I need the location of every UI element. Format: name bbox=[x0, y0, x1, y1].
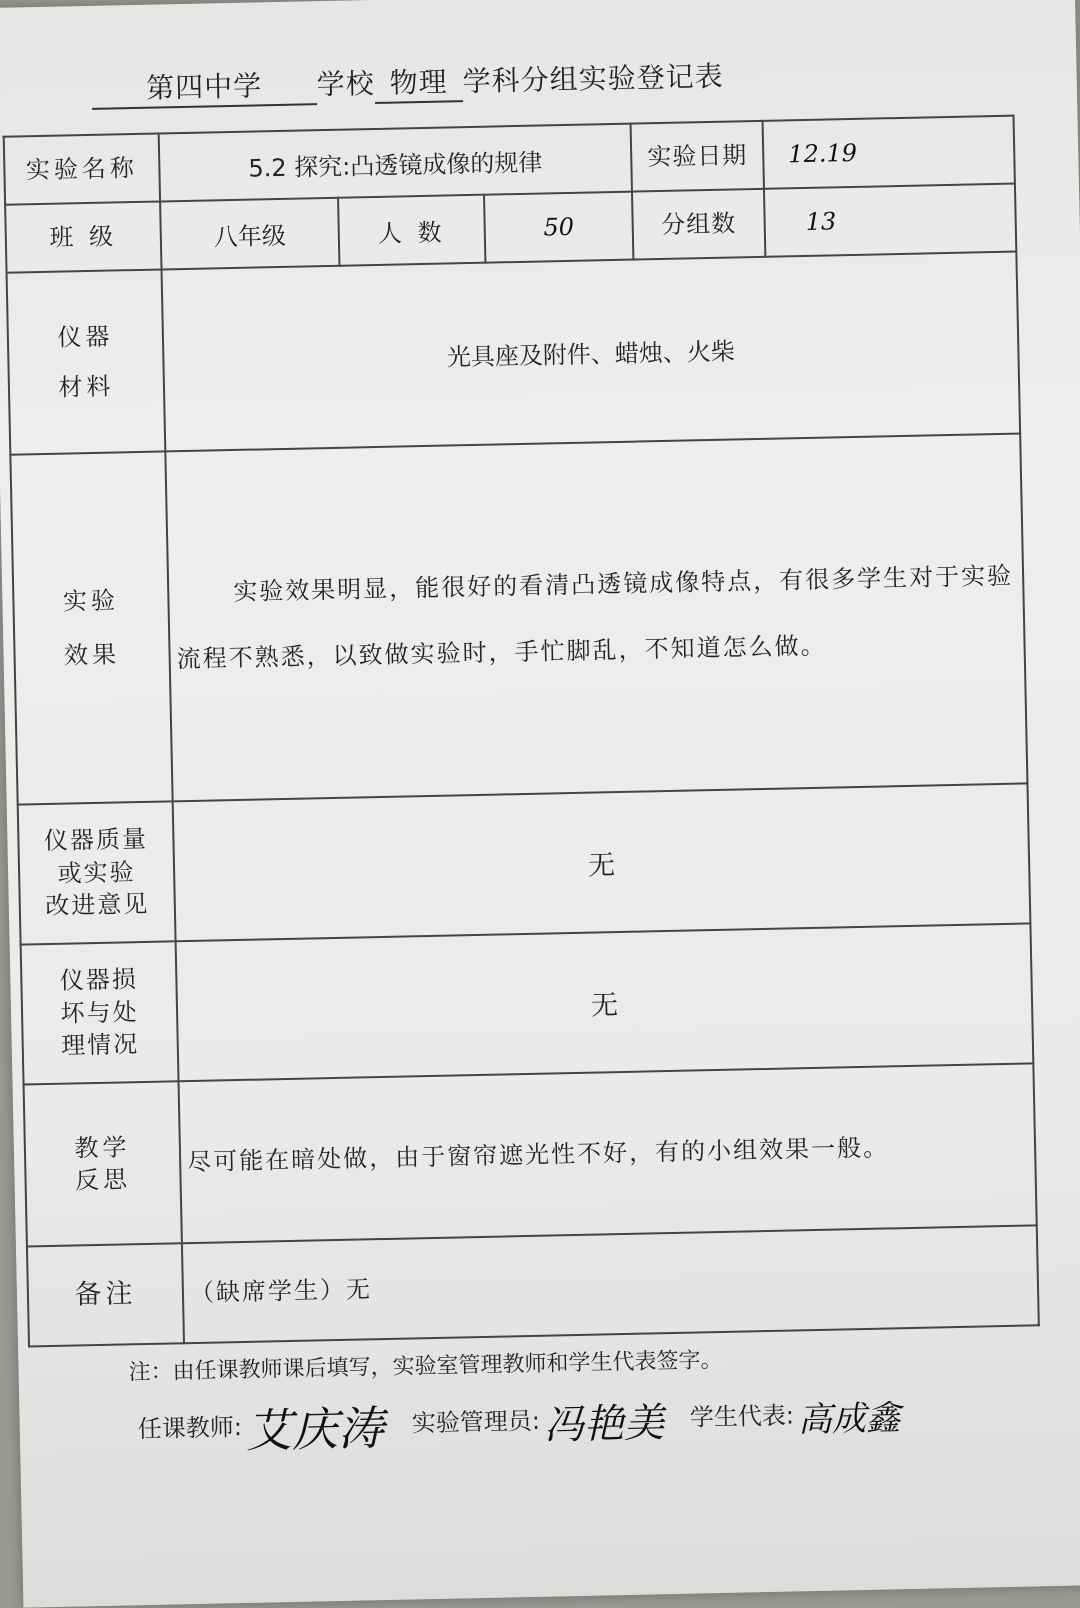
row-effect bbox=[10, 434, 1027, 805]
effect-label: 实验 效果 bbox=[10, 451, 172, 804]
admin-signature: 冯艳美 bbox=[543, 1399, 665, 1449]
row-quality bbox=[18, 783, 1031, 944]
row-reflection bbox=[24, 1063, 1037, 1246]
admin-label: 实验管理员: bbox=[411, 1406, 541, 1438]
quality-value: 无 bbox=[173, 783, 1031, 941]
row-damage bbox=[21, 923, 1034, 1084]
damage-label: 仪器损 坏与处 理情况 bbox=[21, 941, 179, 1084]
experiment-name-value: 5.2 探究:凸透镜成像的规律 bbox=[159, 124, 632, 202]
school-suffix: 学校 bbox=[316, 66, 376, 102]
experiment-date-value: 12.19 bbox=[763, 116, 1015, 189]
row-equipment bbox=[7, 252, 1021, 455]
experiment-table bbox=[3, 115, 1040, 1348]
reflection-label: 教学 反思 bbox=[24, 1081, 182, 1246]
remarks-label: 备注 bbox=[27, 1243, 184, 1346]
footer-note: 注：由任课教师课后填写，实验室管理教师和学生代表签字。 bbox=[128, 1347, 723, 1386]
signature-line bbox=[137, 1381, 900, 1463]
student-signature: 高成鑫 bbox=[797, 1397, 901, 1440]
remarks-value: （缺席学生）无 bbox=[182, 1225, 1039, 1343]
equipment-value: 光具座及附件、蜡烛、火柴 bbox=[162, 252, 1021, 452]
student-count-label: 人 数 bbox=[338, 195, 485, 266]
teacher-label: 任课教师: bbox=[137, 1413, 243, 1444]
title-suffix: 学科分组实验登记表 bbox=[462, 59, 724, 99]
school-name: 第四中学 bbox=[91, 63, 317, 110]
quality-label: 仪器质量 或实验 改进意见 bbox=[18, 801, 176, 944]
student-label: 学生代表: bbox=[689, 1401, 795, 1432]
teacher-signature: 艾庆涛 bbox=[245, 1401, 385, 1458]
damage-value: 无 bbox=[176, 923, 1034, 1081]
group-count-label: 分组数 bbox=[632, 189, 765, 260]
row-remarks bbox=[27, 1225, 1039, 1346]
reflection-value: 尽可能在暗处做，由于窗帘遮光性不好，有的小组效果一般。 bbox=[179, 1063, 1037, 1243]
group-count-value: 13 bbox=[764, 184, 1016, 257]
class-label: 班 级 bbox=[5, 201, 161, 272]
experiment-date-label: 实验日期 bbox=[631, 121, 764, 192]
experiment-name-label: 实验名称 bbox=[4, 133, 160, 204]
class-value: 八年级 bbox=[160, 198, 339, 270]
form-title bbox=[91, 55, 724, 110]
subject-name: 物理 bbox=[374, 60, 463, 104]
effect-value: 实验效果明显，能很好的看清凸透镜成像特点，有很多学生对于实验流程不熟悉，以致做实验时，手忙脚乱，不知道怎么做。 bbox=[165, 434, 1027, 802]
equipment-label: 仪器 材料 bbox=[7, 269, 166, 454]
student-count-value: 50 bbox=[484, 192, 633, 263]
